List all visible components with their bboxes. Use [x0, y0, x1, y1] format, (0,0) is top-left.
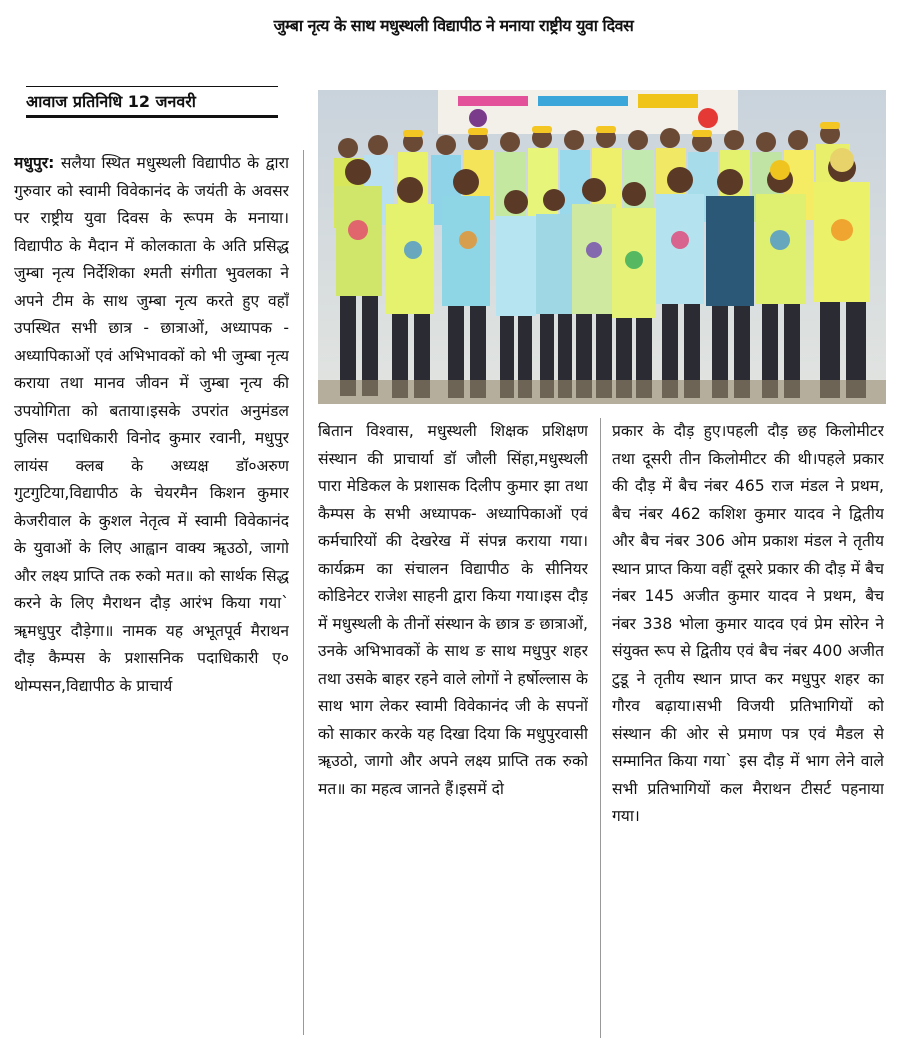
article-column-1: [14, 150, 289, 1035]
column-1-text: सलैया स्थित मधुस्थली विद्यापीठ के द्वारा गुरुवार को स्वामी विवेकानंद के जयंती के अवसर पर राष्ट्रीय युवा दिवस के रूपम के मनाया।विद्यापीठ के मैदान में कोलकाता के अति प्रसिद्ध जुम्बा नृत्य निर्देशिका श्मती संगीता भुवलका ने अपने टीम के साथ जुम्बा नृत्य करते हुए वहाँ उपस्थित सभी छात्र - छात्राओं, अध्यापक - अध्यापिकाओं एवं अभिभावकों को भी जुम्बा नृत्य कराया तथा मानव जीवन में जुम्बा नृत्य की उपयोगिता को बताया।इसके उपरांत अनुमंडल पुलिस पदाधिकारी विनोद कुमार रवानी, मधुपुर लायंस क्लब के अध्यक्ष डॉ०अरुण गुटगुटिया,विद्यापीठ के चेयरमैन किशन कुमार केजरीवाल के कुशल नेतृत्व में स्वामी विवेकानंद के युवाओं के लिए आह्वान वाक्य ॠउठो, जागो और लक्ष्य प्राप्ति तक रुको मत॥ को सार्थक सिद्ध करने के लिए मैराथन दौड़ आरंभ किया गया` ॠमधुपुर दौड़ेगा॥ नामक यह अभूतपूर्व मैराथन दौड़ कैम्पस के प्रशासनिक पदाधिकारी ए० थोम्पसन,विद्यापीठ के प्राचार्य: [14, 154, 289, 695]
article-column-3: [612, 418, 884, 1038]
column-divider: [303, 150, 304, 1035]
group-photo: [318, 90, 886, 404]
dateline: मधुपुर:: [14, 154, 55, 172]
column-2-text: बितान विश्वास, मधुस्थली शिक्षक प्रशिक्षण संस्थान की प्राचार्या डॉ जौली सिंहा,मधुस्थली पारा मेडिकल के प्रशासक दिलीप कुमार झा तथा कैम्पस के सभी अध्यापक- अध्यापिकाओं एवं कर्मचारियों की देखरेख में संपन्न कराया गया।कार्यक्रम का संचालन विद्यापीठ के सीनियर कोडिनेटर राजेश साहनी द्वारा किया गया।इस दौड़ में मधुस्थली के तीनों संस्थान के छात्र ङ छात्राओं, उनके अभिभावकों के साथ ङ साथ मधुपुर शहर तथा उसके बाहर रहने वाले लोगों ने हर्षोल्लास के साथ भाग लेकर स्वामी विवेकानंद जी के सपनों को साकार करके यह दिखा दिया कि मधुपुरवासी ॠउठो, जागो और अपने लक्ष्य प्राप्ति तक रुको मत॥ का महत्व जानते हैं।इसमें दो: [318, 422, 588, 798]
column-3-text: प्रकार के दौड़ हुए।पहली दौड़ छह किलोमीटर तथा दूसरी तीन किलोमीटर की थी।पहले प्रकार की दौड़ में बैच नंबर 465 राज मंडल ने प्रथम, बैच नंबर 462 कशिश कुमार यादव ने द्वितीय और बैच नंबर 306 ओम प्रकाश मंडल ने तृतीय स्थान प्राप्त किया वहीं दूसरे प्रकार की दौड़ में बैच नंबर 145 अजीत कुमार यादव ने प्रथम, बैच नंबर 338 भोला कुमार यादव एवं प्रेम सोरेन ने संयुक्त रूप से द्वितीय एवं बैच नंबर 400 अजीत टुडू ने तृतीय स्थान प्राप्त कर मधुपुर शहर का गौरव बढ़ाया।सभी विजयी प्रतिभागियों को संस्थान की ओर से प्रमाण पत्र एवं मैडल से सम्मानित किया गया` इस दौड़ में भाग लेने वाले सभी प्रतिभागियों कल मैराथन टीसर्ट पहनाया गया।: [612, 422, 884, 825]
article-column-2: [318, 418, 588, 1038]
column-divider: [600, 418, 601, 1038]
byline: आवाज प्रतिनिधि 12 जनवरी: [26, 90, 278, 118]
headline: जुम्बा नृत्य के साथ मधुस्थली विद्यापीठ ने मनाया राष्ट्रीय युवा दिवस: [273, 16, 634, 35]
